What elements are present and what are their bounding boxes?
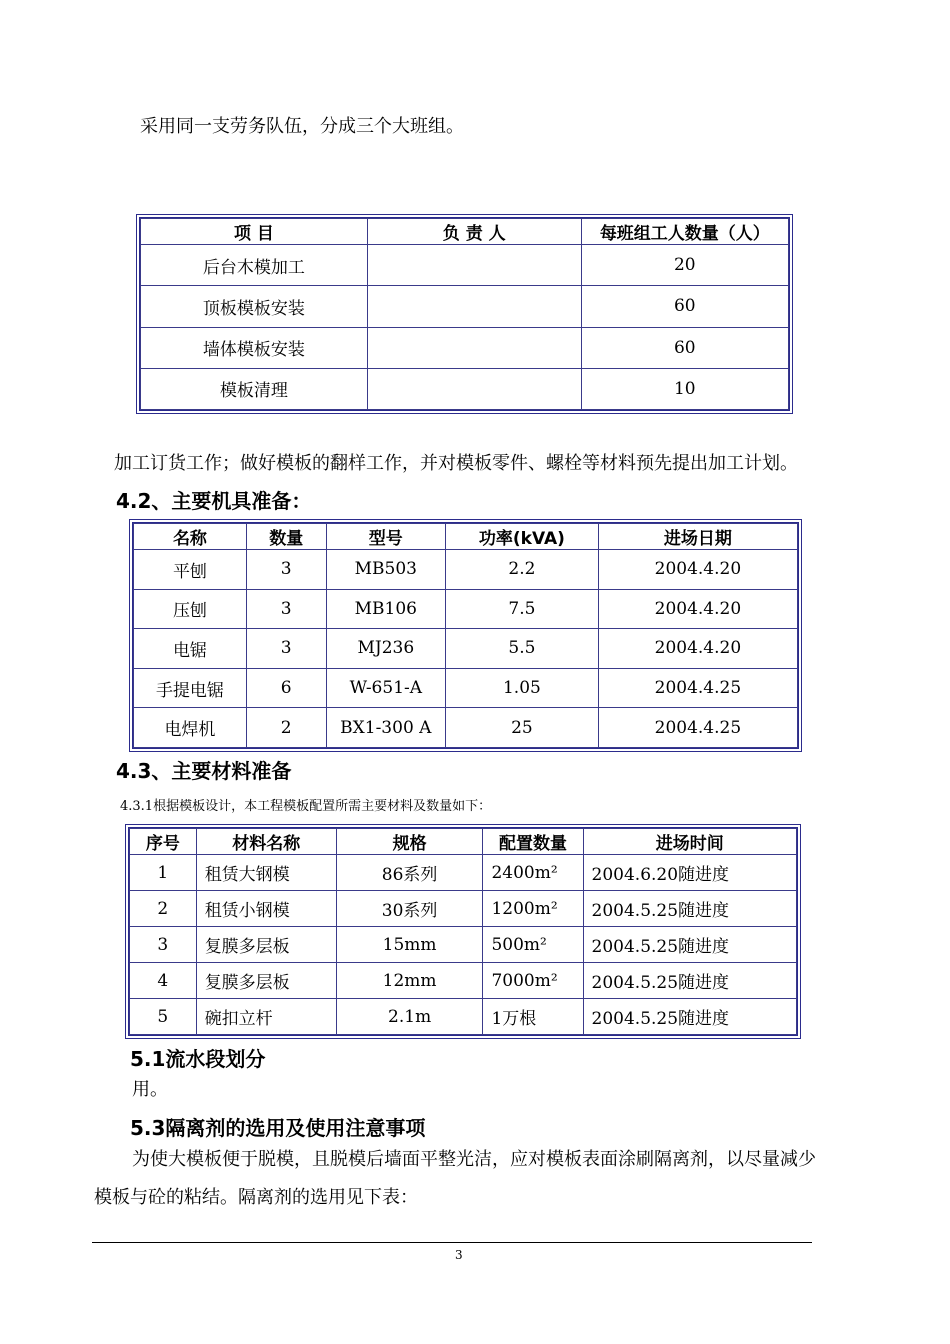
section-heading-4-3: 4.3、主要材料准备	[116, 759, 292, 783]
material-table	[125, 824, 801, 1039]
table-cell: 复膜多层板	[196, 963, 336, 999]
table-row	[130, 855, 797, 891]
text-5-3-line1: 为使大模板便于脱模，且脱模后墙面平整光洁，应对模板表面涂刷隔离剂，以尽量减少	[132, 1149, 816, 1170]
table-cell: 20	[581, 245, 788, 286]
table-cell: 手提电锯	[134, 668, 247, 708]
team_table-header-cell: 每班组工人数量（人）	[581, 219, 788, 245]
page-number: 3	[455, 1248, 463, 1262]
material_table-header-cell: 序号	[130, 829, 197, 855]
table-cell: 2	[246, 708, 326, 748]
table-cell: BX1-300 A	[326, 708, 446, 748]
table-row	[134, 589, 798, 629]
table-cell: 电焊机	[134, 708, 247, 748]
table-cell: 模板清理	[141, 368, 368, 409]
machine-table	[129, 519, 802, 752]
team-table	[136, 214, 793, 414]
table-cell: 2.2	[446, 550, 599, 590]
table-cell: 2004.5.25随进度	[583, 999, 796, 1035]
table-cell: 电锯	[134, 629, 247, 669]
machine_table-header-cell: 名称	[134, 524, 247, 550]
table-cell: 2004.5.25随进度	[583, 927, 796, 963]
table-cell: 86系列	[336, 855, 483, 891]
table-cell: 1.05	[446, 668, 599, 708]
table-cell: 2	[130, 891, 197, 927]
machine_table-header-cell: 数量	[246, 524, 326, 550]
table-cell: 3	[246, 589, 326, 629]
table-cell: 7.5	[446, 589, 599, 629]
table-cell	[367, 245, 581, 286]
table-cell: 15mm	[336, 927, 483, 963]
table-row	[141, 286, 789, 327]
material_table-header-cell: 材料名称	[196, 829, 336, 855]
section-heading-5-1: 5.1流水段划分	[130, 1047, 266, 1071]
team_table-header-cell: 项 目	[141, 219, 368, 245]
table-cell: 2004.6.20随进度	[583, 855, 796, 891]
table-cell	[367, 286, 581, 327]
table-cell: 3	[130, 927, 197, 963]
table-row	[130, 999, 797, 1035]
table-cell: 5	[130, 999, 197, 1035]
table-cell: 2400m²	[483, 855, 583, 891]
table-cell: 压刨	[134, 589, 247, 629]
table-cell: 租赁大钢模	[196, 855, 336, 891]
table-cell: 2004.4.25	[598, 708, 797, 748]
table-cell: 2004.4.25	[598, 668, 797, 708]
table-cell	[367, 368, 581, 409]
table-cell: 7000m²	[483, 963, 583, 999]
table-cell: 60	[581, 327, 788, 368]
table-row	[134, 708, 798, 748]
material_table-header-cell: 配置数量	[483, 829, 583, 855]
footer-rule	[92, 1242, 812, 1243]
table-cell: MJ236	[326, 629, 446, 669]
table-cell: 2004.4.20	[598, 629, 797, 669]
table-cell	[367, 327, 581, 368]
team_table-header-cell: 负 责 人	[367, 219, 581, 245]
material_table-header-cell: 规格	[336, 829, 483, 855]
table-row	[130, 963, 797, 999]
table-cell: 墙体模板安装	[141, 327, 368, 368]
table-cell: 2004.5.25随进度	[583, 963, 796, 999]
table-cell: 2.1m	[336, 999, 483, 1035]
table-cell: 5.5	[446, 629, 599, 669]
table-row	[134, 550, 798, 590]
table-cell: 1	[130, 855, 197, 891]
table-cell: 复膜多层板	[196, 927, 336, 963]
section-heading-4-2: 4.2、主要机具准备：	[116, 489, 312, 513]
table-cell: 3	[246, 629, 326, 669]
intro-text: 采用同一支劳务队伍，分成三个大班组。	[140, 116, 464, 137]
machine_table-header-cell: 型号	[326, 524, 446, 550]
table-cell: 2004.4.20	[598, 550, 797, 590]
table-row	[141, 368, 789, 409]
table-cell: 25	[446, 708, 599, 748]
table-cell: MB106	[326, 589, 446, 629]
table-row	[130, 927, 797, 963]
table-cell: 2004.5.25随进度	[583, 891, 796, 927]
table-cell: 500m²	[483, 927, 583, 963]
table-row	[134, 668, 798, 708]
table-row	[130, 891, 797, 927]
table-cell: 1万根	[483, 999, 583, 1035]
subsection-4-3-1: 4.3.1根据模板设计，本工程模板配置所需主要材料及数量如下：	[120, 799, 492, 814]
prep-text: 加工订货工作；做好模板的翻样工作，并对模板零件、螺栓等材料预先提出加工计划。	[114, 453, 798, 474]
table-row	[141, 245, 789, 286]
machine_table-header-cell: 进场日期	[598, 524, 797, 550]
material_table-header-cell: 进场时间	[583, 829, 796, 855]
table-cell: 碗扣立杆	[196, 999, 336, 1035]
table-row	[134, 629, 798, 669]
table-cell: W-651-A	[326, 668, 446, 708]
table-cell: 60	[581, 286, 788, 327]
table-cell: 3	[246, 550, 326, 590]
table-cell: 6	[246, 668, 326, 708]
table-cell: 30系列	[336, 891, 483, 927]
machine_table-header-cell: 功率(kVA)	[446, 524, 599, 550]
table-cell: MB503	[326, 550, 446, 590]
table-row	[141, 327, 789, 368]
table-cell: 10	[581, 368, 788, 409]
table-cell: 12mm	[336, 963, 483, 999]
table-cell: 顶板模板安装	[141, 286, 368, 327]
table-cell: 后台木模加工	[141, 245, 368, 286]
table-cell: 4	[130, 963, 197, 999]
table-cell: 1200m²	[483, 891, 583, 927]
table-cell: 租赁小钢模	[196, 891, 336, 927]
table-cell: 2004.4.20	[598, 589, 797, 629]
text-5-1: 用。	[132, 1079, 168, 1100]
table-cell: 平刨	[134, 550, 247, 590]
text-5-3-line2: 模板与砼的粘结。隔离剂的选用见下表：	[94, 1187, 418, 1208]
section-heading-5-3: 5.3隔离剂的选用及使用注意事项	[130, 1116, 426, 1140]
